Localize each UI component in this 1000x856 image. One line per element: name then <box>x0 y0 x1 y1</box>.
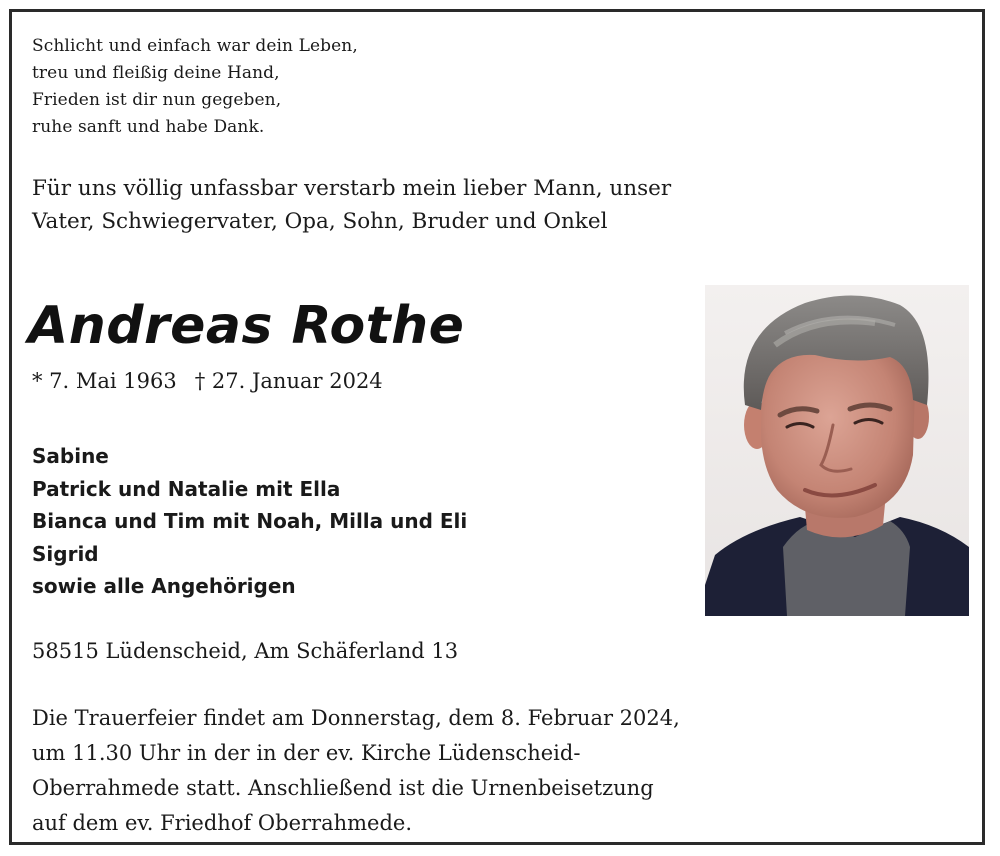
birth-date: * 7. Mai 1963 <box>32 369 177 393</box>
service-line: Die Trauerfeier findet am Donnerstag, dem 8. Februar 2024, <box>32 706 680 730</box>
service-line: Oberrahmede statt. Anschließend ist die Urnenbeisetzung <box>32 776 654 800</box>
poem-line: Schlicht und einfach war dein Leben, <box>32 36 358 56</box>
mourner-entry: Sigrid <box>32 541 99 566</box>
mourner-entry: sowie alle Angehörigen <box>32 574 296 598</box>
mourner-entry: Sabine <box>32 444 109 468</box>
funeral-service-info <box>32 701 680 841</box>
announcement-text <box>32 172 671 238</box>
announcement-line: Für uns völlig unfassbar verstarb mein lieber Mann, unser <box>32 176 672 201</box>
poem-line: treu und fleißig deine Hand, <box>32 63 280 83</box>
mourner-entry: Patrick und Natalie mit Ella <box>32 476 341 501</box>
announcement-line: Vater, Schwiegervater, Opa, Sohn, Bruder und Onkel <box>32 209 608 234</box>
portrait-photo <box>705 285 969 616</box>
deceased-name: Andreas Rothe <box>28 296 465 356</box>
life-dates <box>32 369 401 393</box>
death-date: † 27. Januar 2024 <box>194 369 383 393</box>
service-line: auf dem ev. Friedhof Oberrahmede. <box>32 811 413 835</box>
mourners-list <box>32 440 467 603</box>
mourner-entry: Bianca und Tim mit Noah, Milla und Eli <box>32 509 468 533</box>
service-line: um 11.30 Uhr in der in der ev. Kirche Lüdenscheid- <box>32 741 581 765</box>
family-address: 58515 Lüdenscheid, Am Schäferland 13 <box>32 639 459 663</box>
memorial-poem <box>32 33 358 141</box>
portrait-illustration <box>705 285 969 616</box>
poem-line: ruhe sanft und habe Dank. <box>32 117 265 137</box>
poem-line: Frieden ist dir nun gegeben, <box>32 90 282 110</box>
